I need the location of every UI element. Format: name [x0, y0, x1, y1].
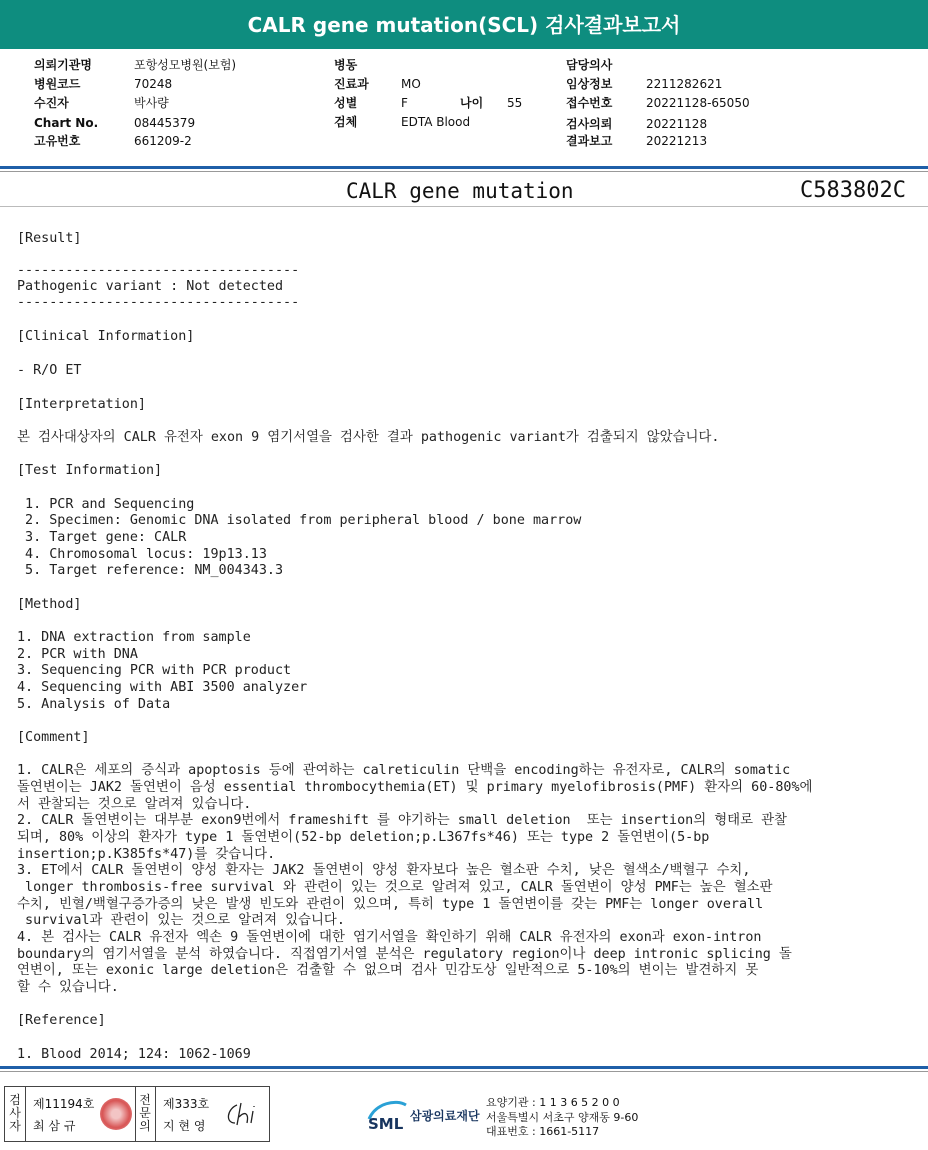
header-label: 병원코드 — [34, 77, 81, 91]
header-label: 접수번호 — [566, 96, 613, 110]
header-value: 661209-2 — [134, 134, 192, 148]
org-name: 삼광의료재단 — [410, 1109, 480, 1123]
header-label: 성별 — [334, 96, 358, 110]
report-line: [Interpretation] — [17, 397, 146, 412]
report-line: 3. Sequencing PCR with PCR product — [17, 663, 292, 678]
signature-box — [4, 1086, 270, 1142]
report-line: 돌연변이는 JAK2 돌연변이 음성 essential thrombocythemia(ET) 및 primary myelofibrosis(PMF) 환자의 60-80%에 — [17, 780, 813, 795]
report-line: 2. Specimen: Genomic DNA isolated from peripheral blood / bone marrow — [17, 513, 582, 528]
header-label: 의뢰기관명 — [34, 58, 92, 72]
header-value: 박사량 — [134, 96, 169, 110]
report-line: 본 검사대상자의 CALR 유전자 exon 9 염기서열을 검사한 결과 pathogenic variant가 검출되지 않았습니다. — [17, 430, 720, 445]
report-line: [Reference] — [17, 1013, 106, 1028]
sig-divider — [25, 1087, 26, 1141]
report-line: longer thrombosis-free survival 와 관련이 있는 것으로 알려져 있고, CALR 돌연변이 양성 PMF는 높은 혈소판 — [17, 880, 773, 895]
sig2-role-char: 전 — [139, 1093, 151, 1107]
sig2-role-char: 의 — [139, 1119, 151, 1133]
header-value: F — [401, 96, 408, 110]
report-line: 2. CALR 돌연변이는 대부분 exon9번에서 frameshift 를 야기하는 small deletion 또는 insertion의 형태로 관찰 — [17, 813, 787, 828]
header-label: Chart No. — [34, 116, 99, 130]
report-line: - R/O ET — [17, 363, 82, 378]
report-line: [Result] — [17, 231, 82, 246]
age-value: 55 — [507, 96, 523, 110]
title-divider — [0, 206, 928, 207]
header-value: 20221128-65050 — [646, 96, 750, 110]
report-line: 수치, 빈혈/백혈구증가증의 낮은 발생 빈도와 관련이 있으며, 특히 type 1 돌연변이를 갖는 PMF는 longer overall — [17, 897, 764, 912]
footer — [0, 1080, 928, 1150]
report-line: [Comment] — [17, 730, 90, 745]
report-line: 1. DNA extraction from sample — [17, 630, 251, 645]
header-value: 20221128 — [646, 117, 708, 131]
report-line: 1. PCR and Sequencing — [17, 497, 195, 512]
report-line: ----------------------------------- — [17, 263, 300, 278]
header-label: 진료과 — [334, 77, 369, 91]
header-divider — [0, 166, 928, 169]
footer-info: 대표번호 : 1661-5117 — [486, 1125, 600, 1138]
report-line: [Method] — [17, 597, 82, 612]
header-label: 수진자 — [34, 96, 69, 110]
sig1-role — [7, 1094, 23, 1133]
sml-logo-text: SML — [368, 1115, 404, 1131]
header-value: 08445379 — [134, 116, 196, 130]
test-title-bar — [0, 177, 928, 207]
report-line: 4. Chromosomal locus: 19p13.13 — [17, 547, 267, 562]
report-line: 서 관찰되는 것으로 알려져 있습니다. — [17, 797, 252, 812]
sig-divider — [155, 1087, 156, 1141]
handwritten-signature-icon — [223, 1099, 265, 1129]
header-value: 70248 — [134, 77, 173, 91]
report-line: 1. CALR은 세포의 증식과 apoptosis 등에 관여하는 calreticulin 단백을 encoding하는 유전자로, CALR의 somatic — [17, 763, 791, 778]
footer-divider-thin — [0, 1071, 928, 1072]
age-label: 나이 — [460, 96, 484, 110]
report-line: 5. Target reference: NM_004343.3 — [17, 563, 284, 578]
sig1-role-char: 자 — [9, 1119, 21, 1133]
report-line: 4. Sequencing with ABI 3500 analyzer — [17, 680, 308, 695]
report-line: [Test Information] — [17, 463, 163, 478]
sml-logo-icon — [366, 1097, 408, 1131]
report-line: insertion;p.K385fs*47)를 갖습니다. — [17, 847, 276, 862]
report-line: [Clinical Information] — [17, 329, 195, 344]
header-label: 임상정보 — [566, 77, 613, 91]
header-label: 병동 — [334, 58, 358, 72]
report-line: 연변이, 또는 exonic large deletion은 검출할 수 없으며 검사 민감도상 일반적으로 5-10%의 변이는 발견하지 못 — [17, 963, 759, 978]
report-line: Pathogenic variant : Not detected — [17, 279, 284, 294]
header-label: 고유번호 — [34, 134, 81, 148]
sig2-role — [137, 1094, 153, 1133]
sig-divider — [135, 1087, 136, 1141]
sig2-name: 지 현 영 — [163, 1119, 206, 1133]
report-title-banner — [0, 0, 928, 49]
sig2-role-char: 문 — [139, 1106, 151, 1120]
header-value: EDTA Blood — [401, 115, 471, 129]
header-divider-thin — [0, 171, 928, 172]
report-line: 2. PCR with DNA — [17, 647, 138, 662]
footer-info: 요양기관 : 1 1 3 6 5 2 0 0 — [486, 1096, 620, 1109]
header-value: 포항성모병원(보험) — [134, 58, 237, 72]
report-title: CALR gene mutation(SCL) 검사결과보고서 — [247, 13, 681, 37]
report-line: 되며, 80% 이상의 환자가 type 1 돌연변이(52-bp deletion;p.L367fs*46) 또는 type 2 돌연변이(5-bp — [17, 830, 710, 845]
report-line: 할 수 있습니다. — [17, 980, 119, 995]
report-line: ----------------------------------- — [17, 295, 300, 310]
header-value: 2211282621 — [646, 77, 723, 91]
sig1-role-char: 사 — [9, 1106, 21, 1120]
patient-header — [0, 52, 928, 154]
report-line: 1. Blood 2014; 124: 1062-1069 — [17, 1047, 251, 1062]
footer-info: 서울특별시 서초구 양재동 9-60 — [486, 1111, 639, 1124]
footer-divider — [0, 1066, 928, 1069]
header-label: 검사의뢰 — [566, 117, 613, 131]
sig1-name: 최 삼 규 — [33, 1119, 76, 1133]
sig2-number: 제333호 — [163, 1097, 210, 1111]
test-code: C583802C — [800, 178, 906, 203]
report-line: 5. Analysis of Data — [17, 697, 171, 712]
test-title: CALR gene mutation — [346, 179, 574, 203]
official-seal-icon — [100, 1098, 132, 1130]
header-label: 담당의사 — [566, 58, 613, 72]
report-line: 4. 본 검사는 CALR 유전자 엑손 9 돌연변이에 대한 염기서열을 확인하기 위해 CALR 유전자의 exon과 exon-intron — [17, 930, 762, 945]
header-label: 검체 — [334, 115, 358, 129]
sig1-number: 제11194호 — [33, 1097, 95, 1111]
report-line: survival과 관련이 있는 것으로 알려져 있습니다. — [17, 913, 345, 928]
header-value: 20221213 — [646, 134, 708, 148]
report-line: boundary의 염기서열을 분석 하였습니다. 직접염기서열 분석은 regulatory region이나 deep intronic splicing 돌 — [17, 947, 792, 962]
report-line: 3. ET에서 CALR 돌연변이 양성 환자는 JAK2 돌연변이 양성 환자보다 높은 혈소판 수치, 낮은 혈색소/백혈구 수치, — [17, 863, 751, 878]
sig1-role-char: 검 — [9, 1093, 21, 1107]
header-label: 결과보고 — [566, 134, 613, 148]
report-line: 3. Target gene: CALR — [17, 530, 187, 545]
header-value: MO — [401, 77, 421, 91]
